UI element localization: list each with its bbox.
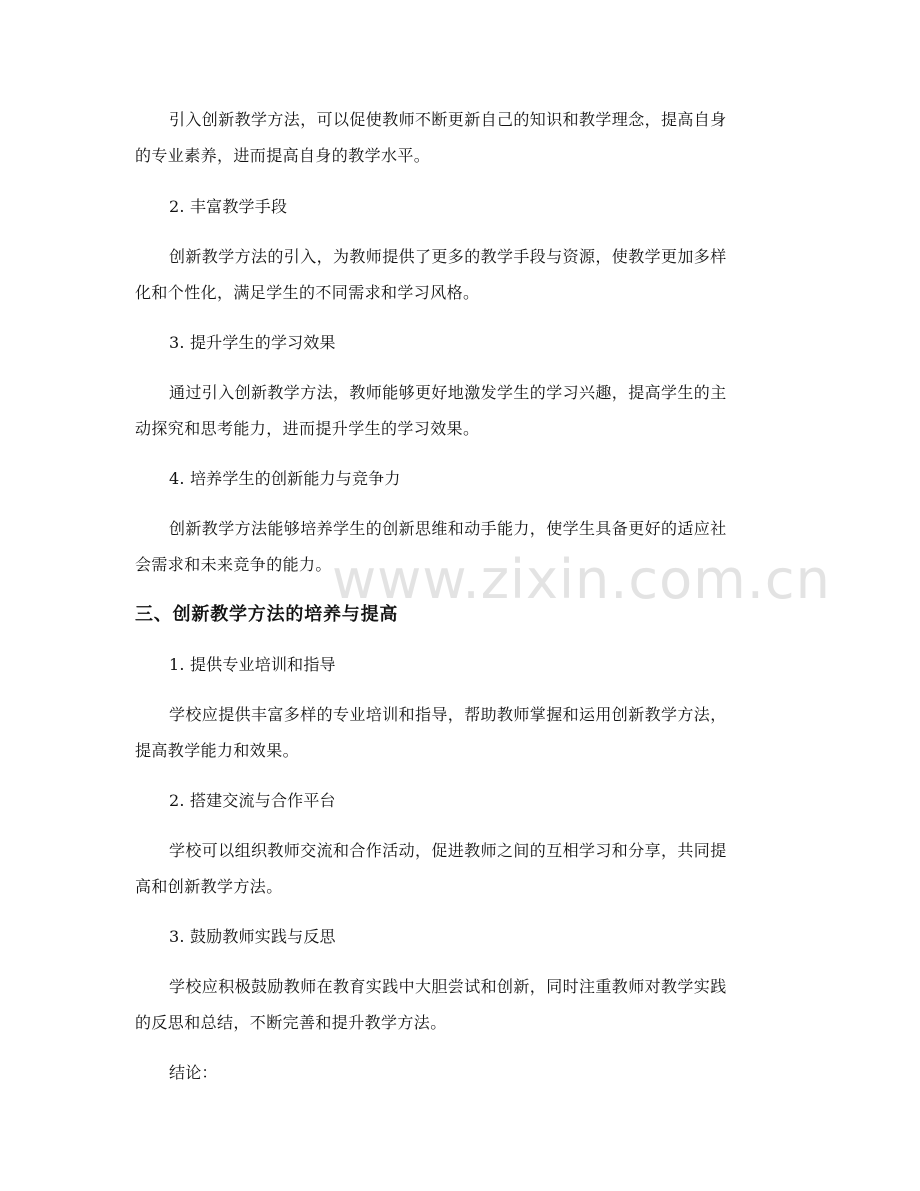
paragraph-line: 的反思和总结，不断完善和提升教学方法。 [135,1013,447,1032]
paragraph-line: 会需求和未来竞争的能力。 [135,555,332,574]
watermark: www.zixin.com.cn [332,548,831,611]
paragraph [135,697,727,769]
paragraph-line: 提高教学能力和效果。 [135,741,300,760]
list-item-heading: 3. 鼓励教师实践与反思 [169,927,336,946]
list-item-heading: 1. 提供专业培训和指导 [169,655,336,674]
paragraph [135,375,727,447]
paragraph-line: 动探究和思考能力，进而提升学生的学习效果。 [135,419,480,438]
paragraph-line: 的专业素养，进而提高自身的教学水平。 [135,146,431,165]
section-heading: 三、创新教学方法的培养与提高 [135,604,399,625]
paragraph-line: 引入创新教学方法，可以促使教师不断更新自己的知识和教学理念，提高自身 [169,110,727,129]
paragraph [135,102,727,174]
conclusion-heading: 结论： [169,1063,218,1082]
list-item-heading: 3. 提升学生的学习效果 [169,333,336,352]
paragraph [135,239,727,311]
paragraph [135,969,727,1041]
paragraph-line: 高和创新教学方法。 [135,877,283,896]
paragraph-line: 创新教学方法的引入，为教师提供了更多的教学手段与资源，使教学更加多样 [169,247,727,266]
paragraph-line: 创新教学方法能够培养学生的创新思维和动手能力，使学生具备更好的适应社 [169,519,727,538]
paragraph-line: 学校应提供丰富多样的专业培训和指导，帮助教师掌握和运用创新教学方法， [169,705,727,724]
list-item-heading: 4. 培养学生的创新能力与竞争力 [169,469,401,488]
paragraph-line: 学校应积极鼓励教师在教育实践中大胆尝试和创新，同时注重教师对教学实践 [169,977,727,996]
paragraph-line: 通过引入创新教学方法，教师能够更好地激发学生的学习兴趣，提高学生的主 [169,383,727,402]
paragraph [135,511,727,583]
paragraph-line: 化和个性化，满足学生的不同需求和学习风格。 [135,283,480,302]
list-item-heading: 2. 丰富教学手段 [169,197,288,216]
list-item-heading: 2. 搭建交流与合作平台 [169,791,336,810]
paragraph [135,833,727,905]
paragraph-line: 学校可以组织教师交流和合作活动，促进教师之间的互相学习和分享，共同提 [169,841,727,860]
